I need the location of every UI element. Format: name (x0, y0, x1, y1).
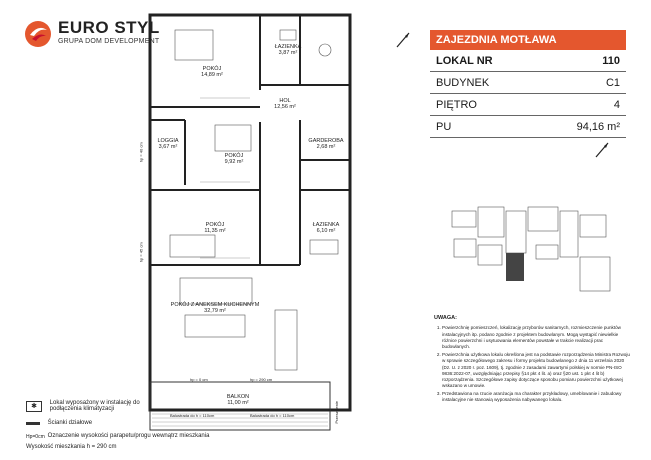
hp-note-balcony: hp = 0 cm (190, 377, 208, 382)
room-bedroom-1: POKÓJ 14,89 m² (201, 66, 223, 79)
compass-north-icon (393, 30, 413, 55)
note-item: 1. Powierzchnię pomieszczeń, lokalizację przyborów sanitarnych, rozmieszczenie punktów instalacyjnych itp. podano zgodnie z projektem budowlanym. Mogą wystąpić niewielkie różnice powierzchni i usytuowania elementów powstałe w trakcie realizacji prac budowlanych. (442, 325, 632, 350)
room-loggia: LOGGIA 3,67 m² (157, 138, 179, 151)
info-value: C1 (605, 77, 620, 89)
brand-name: EURO STYL (58, 18, 160, 37)
room-living-kitchen: POKÓJ Z ANEKSEM KUCHENNYM 32,79 m² (170, 302, 260, 315)
info-value: 94,16 m² (576, 121, 620, 133)
room-balcony: BALKON 11,00 m² (226, 394, 250, 407)
info-value: 4 (613, 99, 620, 111)
balustrade-note-2: Balustrada do h = 110cm (250, 413, 295, 418)
building-key-plan (448, 205, 618, 300)
apartment-height-note: Wysokość mieszkania h = 290 cm (26, 444, 117, 450)
info-row-pu (430, 116, 626, 138)
brand-logo-icon (24, 20, 52, 48)
note-item: 3. Przedstawiona na rzucie aranżacja ma charakter przykładowy, umeblowanie i zabudowy instalacyjne nie stanowią wyposażenia nabywanego lokalu. (442, 391, 632, 403)
investment-title: ZAJEZDNIA MOTŁAWA (430, 30, 626, 50)
aircon-icon: ✱ (26, 401, 42, 412)
note-item: 2. Powierzchnia użytkowa lokalu określona jest na podstawie rozporządzenia Ministra Rozwoju w sprawie szczegółowego zakresu i formy projektu budowlanego z dnia 11 września 2020 (Dz. U. z 2020 r. poz. 1609), tj. zgodnie z zasadami zawartymi polskiej w normie PN-ISO 9836:2022-07, uwzględniając przepisy §14 pkt 4 lit. a) oraz §20 ust. 1 pkt 4 lit b) rozporządzenia. Szczegółowe zapisy dotyczące sposobu pomiaru powierzchni użytkowej wskazano w umowie. (442, 352, 632, 389)
info-value: 110 (602, 55, 620, 67)
info-row-lokal (430, 50, 626, 72)
selected-unit-marker (506, 253, 524, 281)
glazing-note: Przeszklenie (334, 400, 340, 424)
room-bedroom-2: POKÓJ 9,92 m² (224, 153, 244, 166)
room-wardrobe: GARDEROBA 2,68 m² (308, 138, 344, 151)
legend-sill-height: Hp=0cm Oznaczenie wysokości parapetu/progu wewnątrz mieszkania (26, 433, 210, 440)
hp-note-kitchen: hp = 290 cm (250, 377, 273, 382)
info-label: PU (436, 121, 452, 133)
brand-subtitle: GRUPA DOM DEVELOPMENT (58, 38, 160, 45)
info-row-pietro (430, 94, 626, 116)
compass-north-icon-2 (592, 140, 612, 165)
room-hall: HOL 12,56 m² (274, 98, 296, 111)
room-bathroom-2: ŁAZIENKA 6,10 m² (312, 222, 340, 235)
floor-plan (130, 10, 370, 448)
partition-wall-icon (26, 422, 40, 425)
info-label: BUDYNEK (436, 77, 490, 89)
info-label: LOKAL NR (436, 55, 493, 67)
info-label: PIĘTRO (436, 99, 477, 111)
room-bedroom-3: POKÓJ 11,35 m² (204, 222, 226, 235)
balustrade-note-1: Balustrada do h = 110cm (170, 413, 215, 418)
notes-title: UWAGA: (434, 315, 457, 321)
room-bathroom-1: ŁAZIENKA 3,87 m² (274, 44, 302, 57)
legend-aircon: ✱ Lokal wyposażony w instalację do podłączenia klimatyzacji (26, 400, 160, 412)
info-row-budynek (430, 72, 626, 94)
legend-partition: Ścianki działowe (26, 420, 92, 427)
sill-height-symbol: Hp=0cm (26, 433, 45, 440)
notes-section (420, 315, 632, 406)
hp-note-room: hp = 45 cm (138, 242, 144, 263)
hp-note-loggia: hp = 40 cm (138, 142, 144, 163)
